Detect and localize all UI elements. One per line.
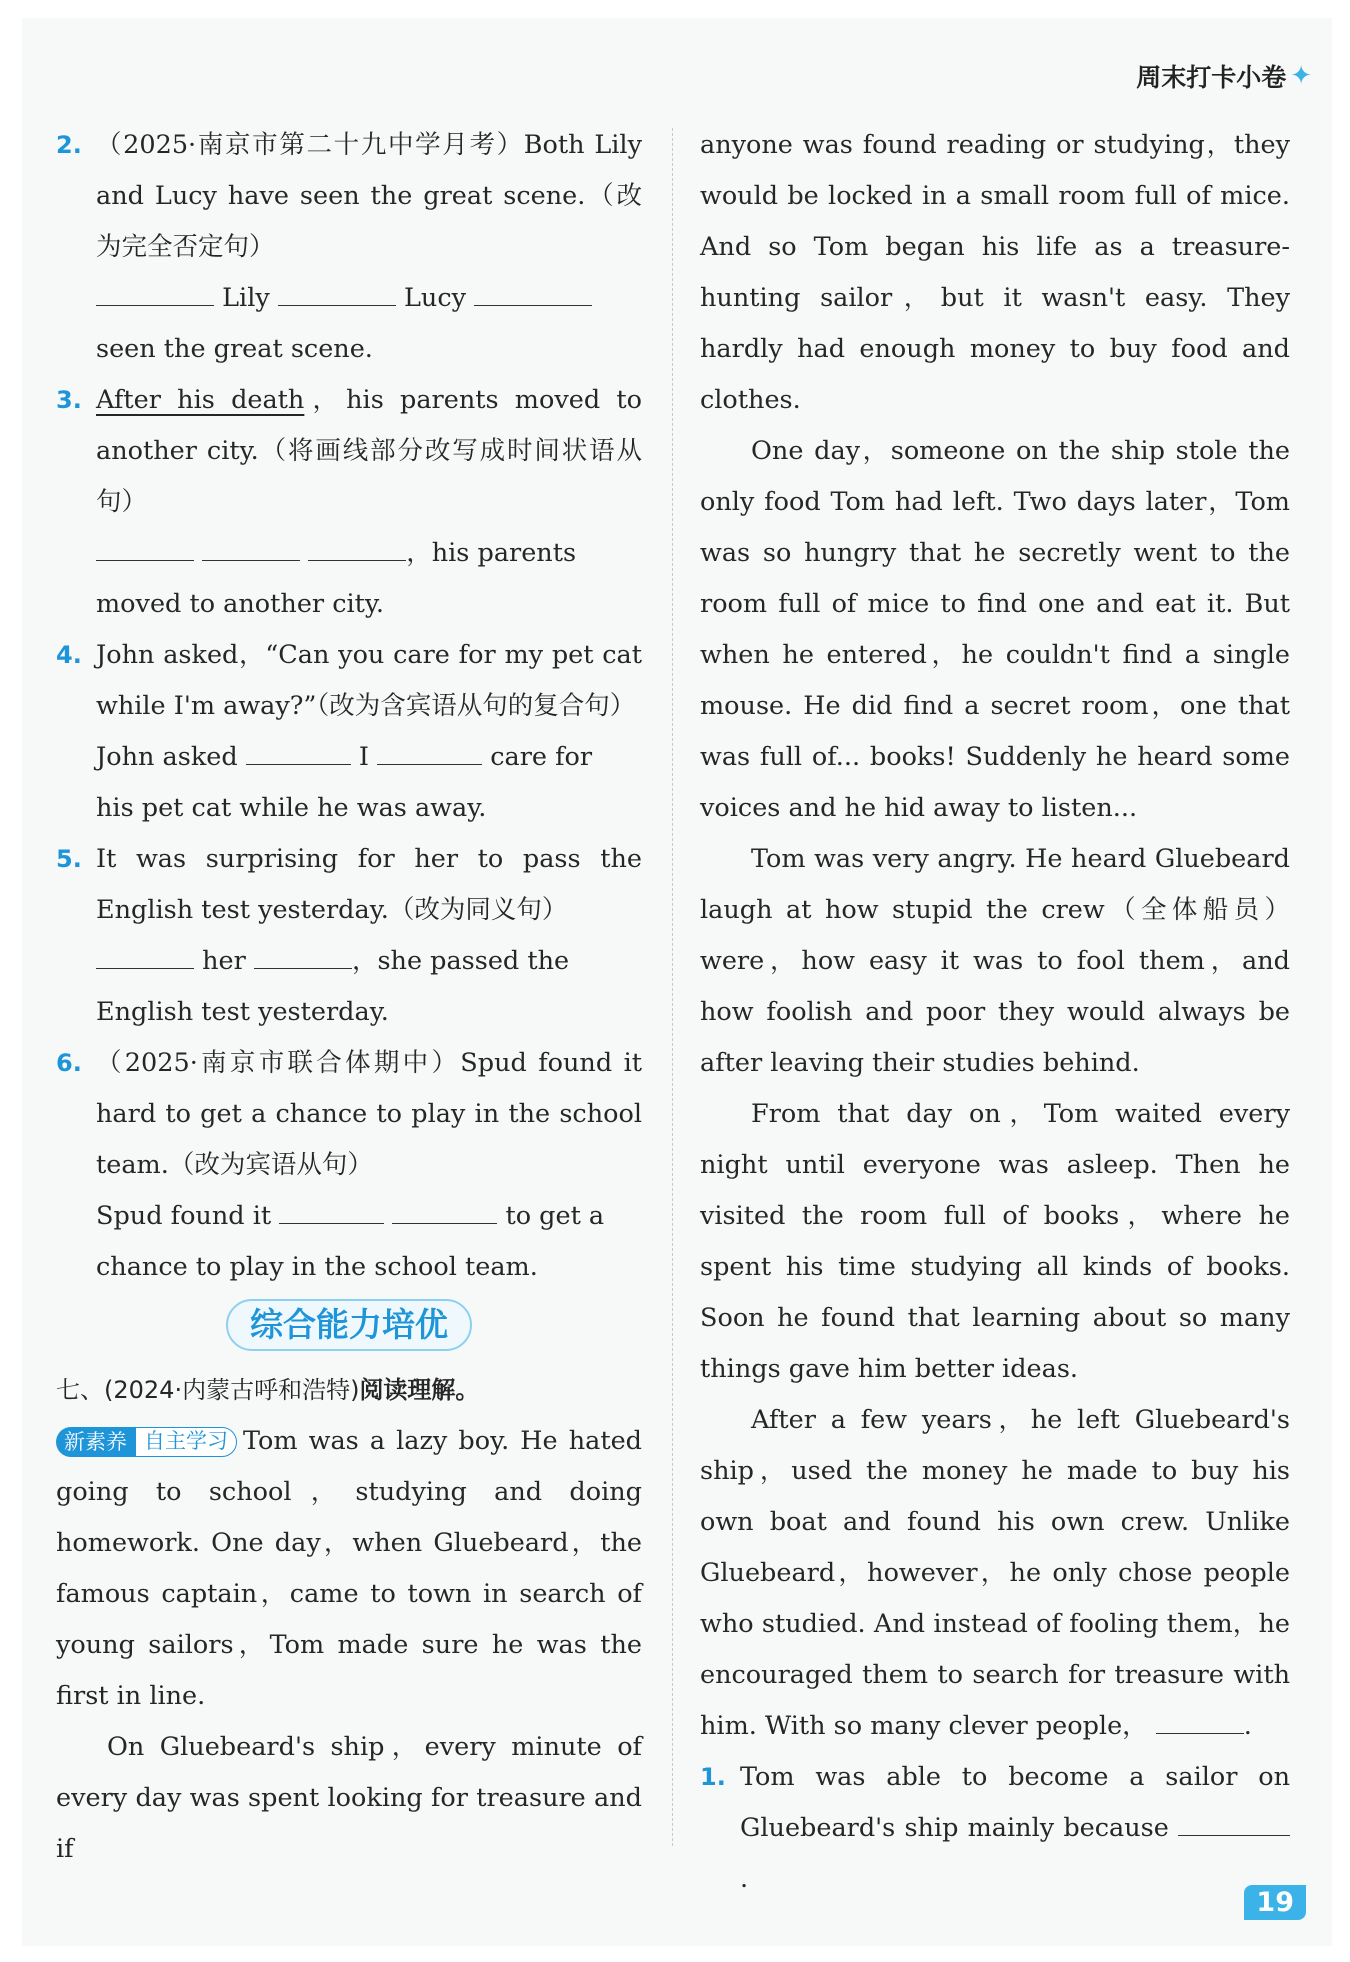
- question-number: 2.: [56, 131, 82, 159]
- answer-blank[interactable]: [474, 273, 592, 306]
- passage-paragraph: Tom was very angry. He heard Gluebeard laugh at how stupid the crew（全体船员）were，how easy it was to fool them，and how foolish and poor they would always be after leaving their studies behind.: [700, 844, 1290, 1078]
- fill-word: her: [202, 946, 246, 976]
- paragraph-text: Tom was a lazy boy. He hated going to school，studying and doing homework. One day，when Gluebeard，the famous captain，came to town in search of young sailors，Tom made sure he was the first in line.: [56, 1426, 642, 1711]
- question-number: 3.: [56, 386, 82, 414]
- answer-blank[interactable]: [202, 528, 300, 561]
- question-tail: chance to play in the school team.: [96, 1252, 538, 1282]
- answer-blank[interactable]: [279, 1191, 384, 1224]
- fill-word: Lucy: [403, 283, 467, 313]
- section-source: 七、(2024·内蒙古呼和浩特): [56, 1376, 360, 1404]
- question-number: 5.: [56, 845, 82, 873]
- question-text: It was surprising for her to pass the English test yesterday.（改为同义句）: [96, 844, 642, 925]
- question-text: （2025·南京市第二十九中学月考）Both Lily and Lucy have seen the great scene.（改为完全否定句）: [96, 130, 642, 262]
- passage-paragraph: On Gluebeard's ship，every minute of every day was spent looking for treasure and if: [56, 1732, 642, 1864]
- answer-blank[interactable]: [254, 936, 352, 969]
- question-text: （2025·南京市联合体期中）Spud found it hard to get a chance to play in the school team.（改为宾语从句）: [96, 1048, 642, 1180]
- fill-word: to get a: [505, 1201, 605, 1231]
- answer-blank[interactable]: [308, 528, 406, 561]
- question-tail: his pet cat while he was away.: [96, 793, 487, 823]
- answer-blank[interactable]: [1178, 1803, 1290, 1836]
- question-tail: English test yesterday.: [96, 997, 389, 1027]
- question-text: ，his parents moved to another city.（将画线部分改写成时间状语从句）: [96, 385, 642, 517]
- question-2: [56, 120, 642, 375]
- header-title: 周末打卡小卷: [1136, 63, 1287, 92]
- passage-paragraph: From that day on，Tom waited every night until everyone was asleep. Then he visited the room full of books，where he spent his time studying all kinds of books. Soon he found that learning about so many things gave him better ideas.: [700, 1099, 1290, 1384]
- passage-paragraph: One day，someone on the ship stole the only food Tom had left. Two days later，Tom was so hungry that he secretly went to the room full of mice to find one and eat it. But when he entered，he couldn't find a single mouse. He did find a secret room，one that was full of... books! Suddenly he heard some voices and he hid away to listen...: [700, 436, 1290, 823]
- question-tail: moved to another city.: [96, 589, 385, 619]
- question-3: [56, 375, 642, 630]
- left-column: [56, 120, 642, 1875]
- page-number: 19: [1244, 1885, 1306, 1920]
- sparkle-icon: ✦: [1290, 61, 1312, 91]
- section-banner: 综合能力培优: [226, 1299, 472, 1351]
- column-divider: [672, 128, 673, 1846]
- question-4: [56, 630, 642, 834]
- fill-word: I: [358, 742, 369, 772]
- question-number: 1.: [700, 1763, 726, 1791]
- question-tail: seen the great scene.: [96, 334, 373, 364]
- fill-word: ，she passed the: [351, 946, 570, 976]
- question-number: 4.: [56, 641, 82, 669]
- right-column: [700, 120, 1290, 1905]
- fill-word: Lily: [222, 283, 270, 313]
- question-text: John asked，“Can you care for my pet cat while I'm away?”（改为含宾语从句的复合句）: [96, 640, 642, 721]
- fill-word: Spud found it: [96, 1201, 272, 1231]
- skill-badge: [56, 1427, 237, 1457]
- fill-word: care for: [490, 742, 593, 772]
- answer-blank[interactable]: [246, 732, 351, 765]
- section-title: 阅读理解。: [359, 1376, 480, 1404]
- reading-question-1: 1. Tom was able to become a sailor on Gluebeard's ship mainly because .: [700, 1752, 1290, 1905]
- page-header: [1136, 58, 1312, 94]
- section-heading: [56, 1365, 642, 1416]
- question-text: Tom was able to become a sailor on Gluebeard's ship mainly because: [740, 1762, 1290, 1843]
- passage-paragraph: [56, 1416, 642, 1722]
- fill-word: John asked: [96, 742, 238, 772]
- badge-new-literacy: 新素养: [56, 1427, 135, 1457]
- answer-blank[interactable]: [392, 1191, 497, 1224]
- question-tail: ，his parents: [406, 538, 577, 568]
- answer-blank[interactable]: [96, 936, 194, 969]
- answer-blank[interactable]: [278, 273, 396, 306]
- answer-blank[interactable]: [1156, 1701, 1244, 1734]
- passage-paragraph: After a few years，he left Gluebeard's ship，used the money he made to buy his own boat and found his own crew. Unlike Gluebeard，however，he only chose people who studied. And instead of fooling them，he encouraged them to search for treasure with him. With so many clever people， .: [700, 1405, 1290, 1741]
- answer-blank[interactable]: [96, 273, 214, 306]
- answer-blank[interactable]: [96, 528, 194, 561]
- question-5: [56, 834, 642, 1038]
- underlined-phrase: After his death: [96, 385, 305, 415]
- passage-paragraph: anyone was found reading or studying，they would be locked in a small room full of mice. And so Tom began his life as a treasure-hunting sailor，but it wasn't easy. They hardly had enough money to buy food and clothes.: [700, 130, 1290, 415]
- badge-self-study: 自主学习: [135, 1427, 237, 1457]
- question-6: [56, 1038, 642, 1293]
- paragraph-text: After a few years，he left Gluebeard's ship，used the money he made to buy his own boat and found his own crew. Unlike Gluebeard，however，he only chose people who studied. And instead of fooling them，he encouraged them to search for treasure with him. With so many clever people，: [700, 1405, 1290, 1741]
- question-number: 6.: [56, 1049, 82, 1077]
- answer-blank[interactable]: [377, 732, 482, 765]
